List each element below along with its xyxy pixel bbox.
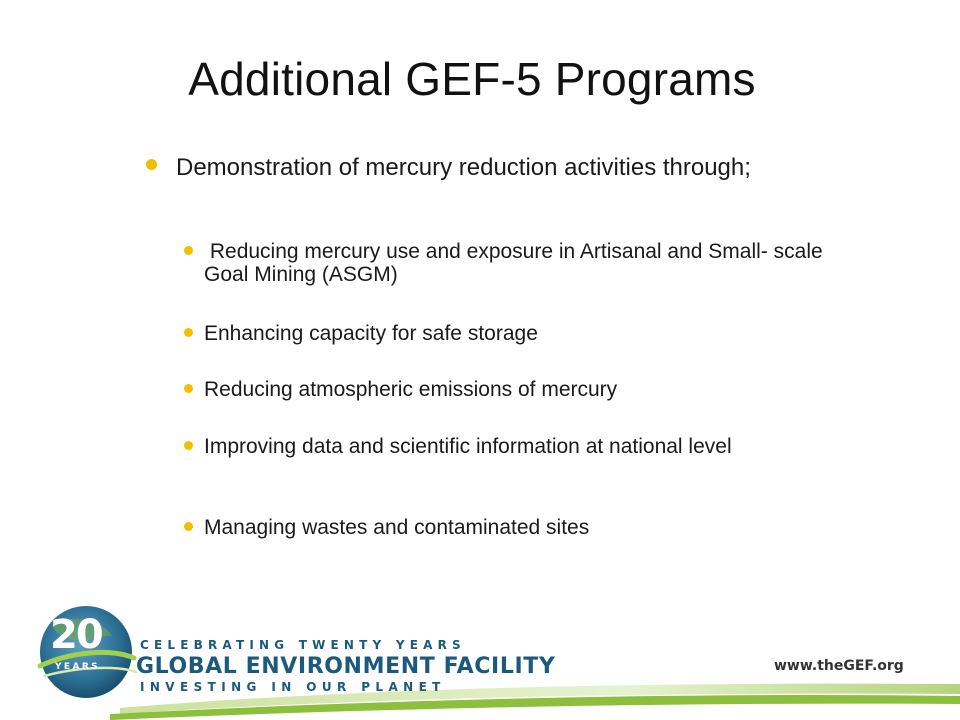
sub-bullet-text: Managing wastes and contaminated sites <box>204 516 590 539</box>
sub-bullet-emissions <box>184 378 844 401</box>
logo-years: YEARS <box>55 662 101 672</box>
bullet-icon <box>184 384 193 393</box>
bullet-icon <box>184 246 193 255</box>
sub-bullet-text: Enhancing capacity for safe storage <box>204 322 538 345</box>
bullet-icon <box>184 441 193 450</box>
tagline-bottom: INVESTING IN OUR PLANET <box>140 680 446 694</box>
sub-bullet-data <box>184 435 844 458</box>
website-link[interactable]: www.theGEF.org <box>774 658 904 674</box>
logo-number: 20 <box>50 612 102 658</box>
main-bullet <box>146 154 826 181</box>
sub-bullet-storage <box>184 322 844 345</box>
slide-title: Additional GEF-5 Programs <box>188 53 756 105</box>
sub-bullet-text: Reducing mercury use and exposure in Artisanal and Small- scale Goal Mining (ASGM) <box>204 240 835 286</box>
bullet-icon <box>146 159 157 170</box>
sub-bullet-text: Reducing atmospheric emissions of mercury <box>204 378 618 401</box>
footer-swoosh-green <box>110 695 960 720</box>
bullet-icon <box>184 522 193 531</box>
organization-name: GLOBAL ENVIRONMENT FACILITY <box>136 654 556 679</box>
sub-bullet-text: Improving data and scientific information at national level <box>204 435 732 458</box>
main-bullet-text: Demonstration of mercury reduction activities through; <box>176 154 751 181</box>
bullet-icon <box>184 328 193 337</box>
footer-banner <box>0 596 960 720</box>
sub-bullet-wastes <box>184 516 844 539</box>
tagline-top: CELEBRATING TWENTY YEARS <box>140 638 466 652</box>
sub-bullet-asgm <box>184 240 844 286</box>
